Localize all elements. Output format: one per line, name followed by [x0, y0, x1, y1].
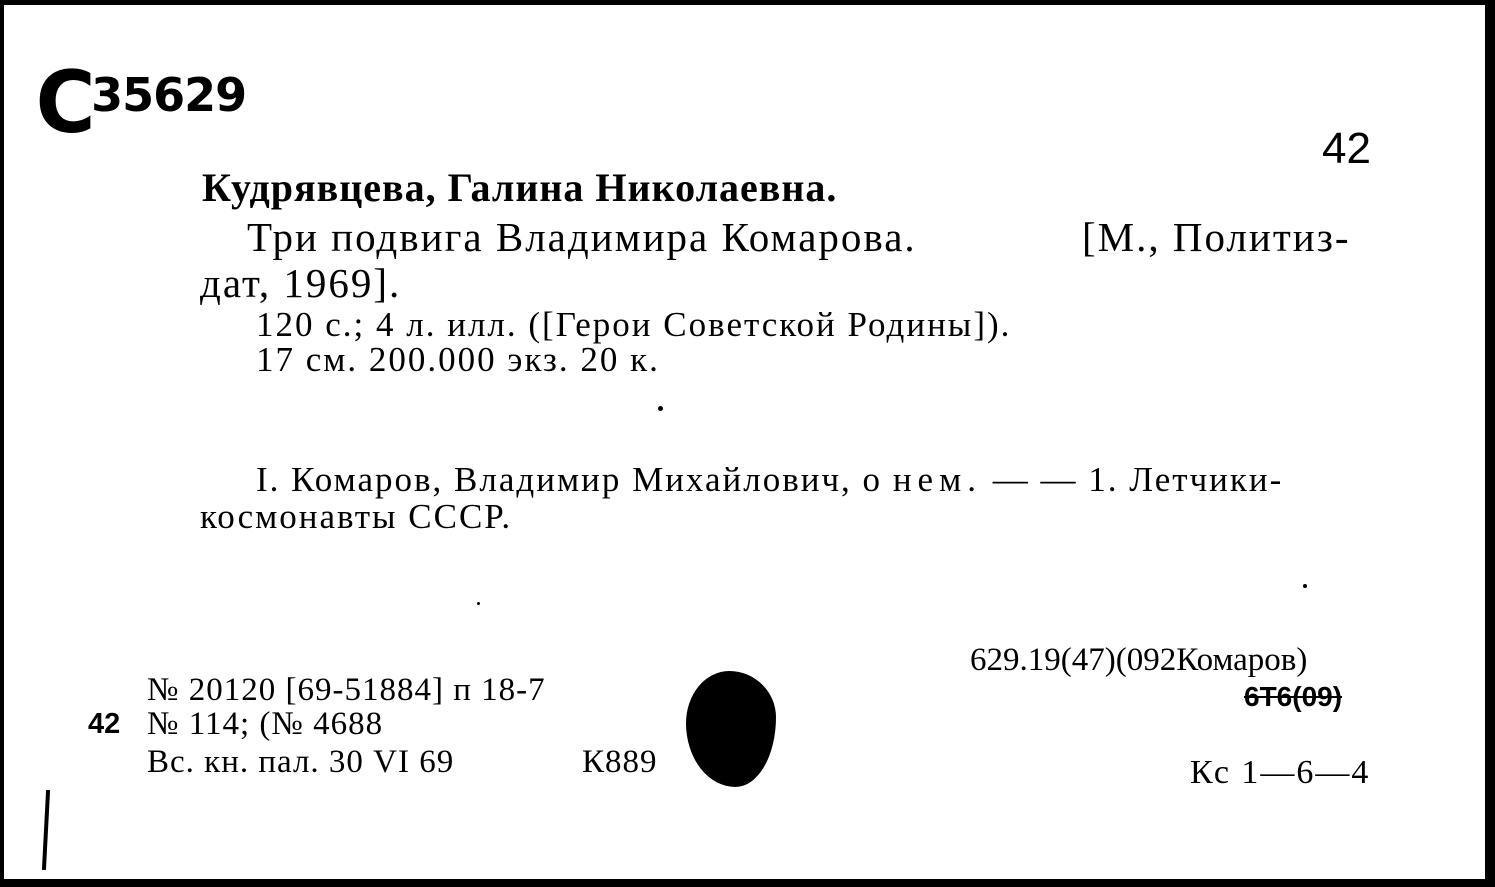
subject-topic: — — 1. Летчики- — [992, 460, 1284, 499]
collation-line: 120 с.; 4 л. илл. ([Герои Советской Родины]). — [256, 305, 1012, 344]
udc-classification: 629.19(47)(092Комаров) — [970, 642, 1308, 678]
card-top-edge — [0, 0, 1495, 5]
production-order-line: № 114; (№ 4688 — [147, 706, 384, 742]
ink-blot — [686, 671, 776, 787]
book-chamber-line: Вс. кн. пал. 30 VI 69 — [147, 744, 455, 780]
production-number-line: № 20120 [69-51884] п 18-7 — [147, 672, 546, 708]
subject-person: I. Комаров, Владимир Михайлович, о — [256, 460, 883, 499]
title-line: Три подвига Владимира Комарова. — [247, 214, 917, 260]
scan-speck — [477, 602, 480, 605]
subject-headings-line — [256, 460, 1283, 500]
inventory-stamp — [34, 53, 247, 153]
subject-headings-continuation: космонавты СССР. — [200, 497, 513, 536]
author-heading: Кудрявцева, Галина Николаевна. — [202, 165, 838, 210]
shelf-number: 42 — [1322, 124, 1371, 173]
size-edition-price-line: 17 см. 200.000 экз. 20 к. — [256, 340, 660, 379]
card-left-edge — [0, 0, 4, 887]
scan-speck — [658, 406, 663, 411]
stamp-letter: C — [35, 53, 96, 153]
publisher-line: [М., Политиз- — [1082, 214, 1351, 260]
book-chamber-code: К889 — [582, 744, 658, 780]
struck-classification: 6Т6(09) — [1244, 681, 1343, 712]
production-prefix: 42 — [88, 708, 121, 740]
stamp-number: 35629 — [91, 68, 247, 122]
scan-speck — [1303, 584, 1307, 588]
card-set-code: Кс 1—6—4 — [1190, 754, 1371, 791]
margin-pen-mark — [42, 790, 50, 870]
card-bottom-edge — [0, 879, 1495, 887]
publication-year-line: дат, 1969]. — [200, 260, 402, 306]
card-right-edge — [1485, 0, 1495, 887]
subject-about-him: нем. — [892, 460, 982, 499]
